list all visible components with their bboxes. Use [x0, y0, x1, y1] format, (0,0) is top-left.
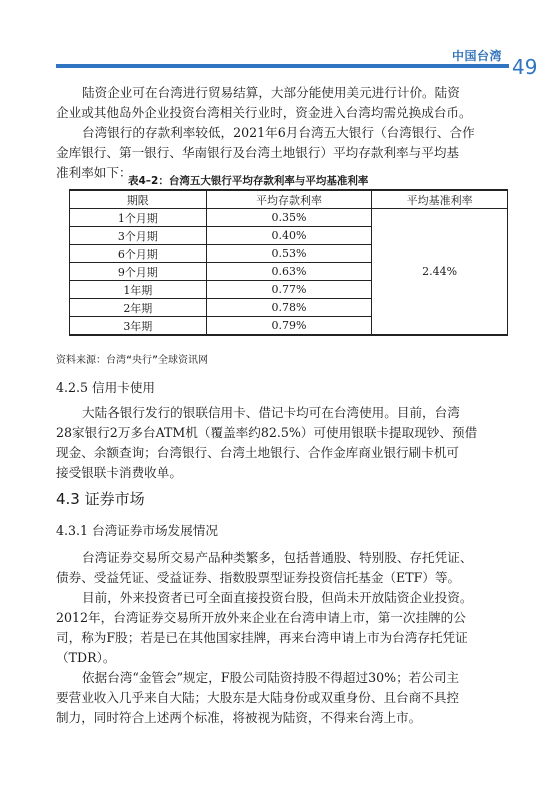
table-header-row [70, 190, 508, 209]
text-line: 金库银行、第一银行、华南银行及台湾土地银行）平均存款利率与平均基 [56, 145, 459, 160]
paragraph-credit-card [56, 403, 514, 483]
text-line: 大陆各银行发行的银联信用卡、借记卡均可在台湾使用。目前，台湾 [82, 405, 460, 420]
text-line: 陆资企业可在台湾进行贸易结算，大部分能使用美元进行计价。陆资 [82, 85, 460, 100]
text-line: 台湾银行的存款利率较低，2021年6月台湾五大银行（台湾银行、合作 [82, 125, 475, 140]
text-line: 准利率如下： [56, 165, 132, 180]
text-line: 司，称为F股；若是已在其他国家挂牌，再来台湾申请上市为台湾存托凭证 [56, 630, 468, 645]
header-deposit-rate: 平均存款利率 [206, 190, 372, 209]
text-line: 债券、受益凭证、受益证券、指数股票型证券投资信托基金（ETF）等。 [56, 570, 461, 585]
header-term: 期限 [70, 190, 207, 209]
text-line: （TDR）。 [56, 650, 116, 665]
text-line: 台湾证券交易所交易产品种类繁多，包括普通股、特别股、存托凭证、 [82, 550, 473, 565]
base-rate-cell: 2.44% [372, 209, 508, 336]
paragraph-foreign-investors [56, 588, 514, 668]
rate-cell: 0.78% [206, 299, 372, 317]
section-heading-4-3-1: 4.3.1 台湾证券市场发展情况 [56, 523, 218, 538]
rate-cell: 0.79% [206, 317, 372, 336]
term-cell: 3年期 [70, 317, 207, 336]
header-base-rate: 平均基准利率 [372, 190, 508, 209]
text-line: 依据台湾“金管会”规定，F股公司陆资持股不得超过30%；若公司主 [82, 670, 460, 685]
term-cell: 3个月期 [70, 227, 207, 245]
interest-rate-table [69, 189, 508, 336]
rate-cell: 0.35% [206, 209, 372, 227]
rate-cell: 0.63% [206, 263, 372, 281]
text-line: 目前，外来投资者已可全面直接投资台股，但尚未开放陆资企业投资。 [82, 590, 473, 605]
text-line: 现金、余额查询；台湾银行、台湾土地银行、合作金库商业银行刷卡机可 [56, 445, 459, 460]
text-line: 接受银联卡消费收单。 [56, 465, 182, 480]
text-line: 制力，同时符合上述两个标准，将被视为陆资，不得来台湾上市。 [56, 710, 422, 725]
rate-cell: 0.40% [206, 227, 372, 245]
paragraph-exchange-products [56, 548, 514, 588]
term-cell: 9个月期 [70, 263, 207, 281]
paragraph-trade-settlement [56, 83, 514, 123]
text-line: 2012年，台湾证券交易所开放外来企业在台湾申请上市，第一次挂牌的公 [56, 610, 466, 625]
rate-cell: 0.77% [206, 281, 372, 299]
table-source-note: 资料来源：台湾“央行”全球资讯网 [56, 355, 209, 366]
running-header-label: 中国台湾 [452, 49, 503, 63]
text-line: 28家银行2万多台ATM机（覆盖率约82.5%）可使用银联卡提取现钞、预借 [56, 425, 478, 440]
term-cell: 6个月期 [70, 245, 207, 263]
rate-cell: 0.53% [206, 245, 372, 263]
paragraph-fsc-rules [56, 668, 514, 728]
text-line: 企业或其他岛外企业投资台湾相关行业时，资金进入台湾均需兑换成台币。 [56, 105, 472, 120]
table-row [70, 209, 508, 227]
term-cell: 1年期 [70, 281, 207, 299]
header-rule [56, 64, 509, 68]
term-cell: 1个月期 [70, 209, 207, 227]
page-number: 49 [512, 55, 538, 79]
table-caption: 表4–2：台湾五大银行平均存款利率与平均基准利率 [128, 175, 369, 187]
section-heading-4-3: 4.3 证券市场 [56, 490, 145, 508]
text-line: 要营业收入几乎来自大陆；大股东是大陆身份或双重身份、且台商不具控 [56, 690, 459, 705]
section-heading-4-2-5: 4.2.5 信用卡使用 [56, 380, 156, 395]
term-cell: 2年期 [70, 299, 207, 317]
